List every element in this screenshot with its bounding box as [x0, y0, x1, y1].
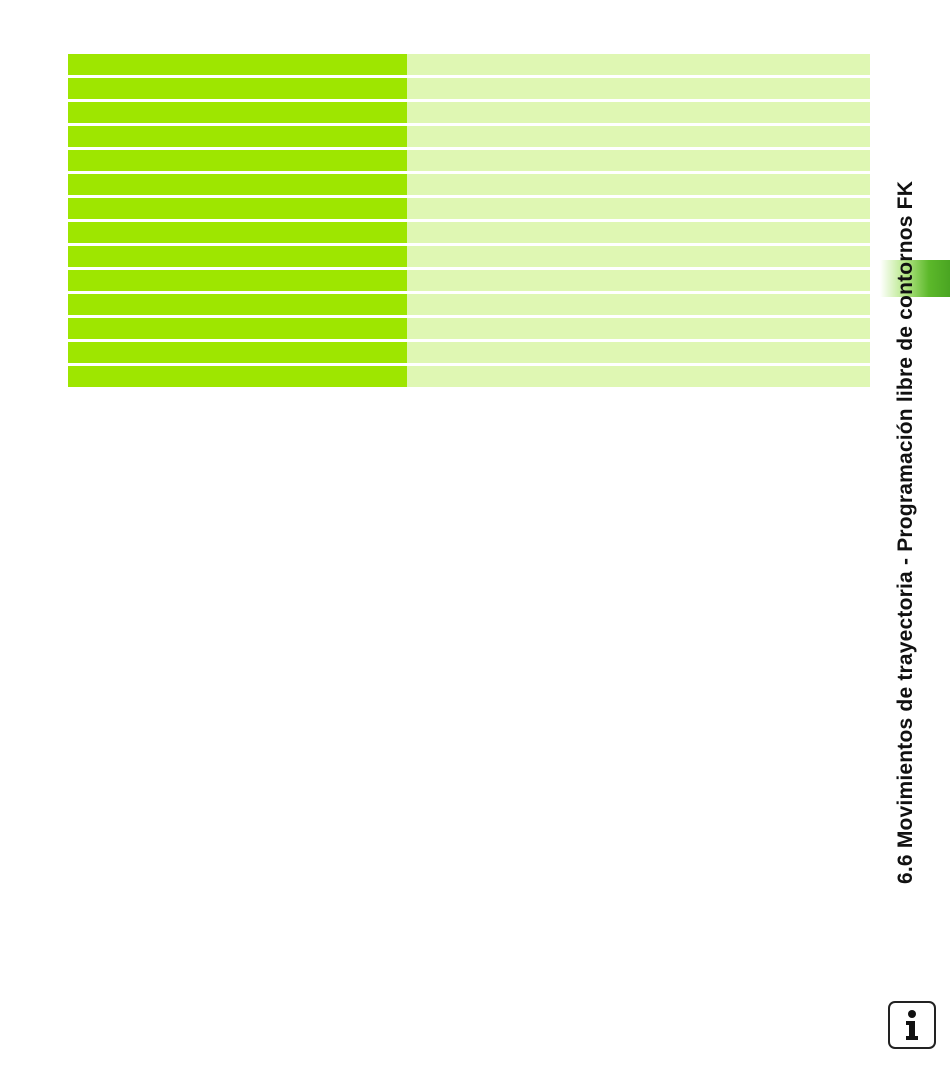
table-row — [68, 222, 870, 243]
table-cell-left — [68, 102, 407, 123]
table-cell-left — [68, 294, 407, 315]
table-row — [68, 366, 870, 387]
table-cell-right — [407, 222, 870, 243]
table-cell-left — [68, 342, 407, 363]
table-cell-right — [407, 174, 870, 195]
table-row — [68, 246, 870, 267]
table-cell-left — [68, 270, 407, 291]
table-cell-left — [68, 222, 407, 243]
table-cell-right — [407, 342, 870, 363]
table-cell-left — [68, 174, 407, 195]
table-cell-right — [407, 102, 870, 123]
table-cell-left — [68, 54, 407, 75]
table-row — [68, 342, 870, 363]
info-icon — [888, 1001, 936, 1049]
table-cell-left — [68, 198, 407, 219]
table-row — [68, 54, 870, 75]
table-row — [68, 294, 870, 315]
table-row — [68, 270, 870, 291]
table-cell-left — [68, 126, 407, 147]
table-row — [68, 126, 870, 147]
table-cell-right — [407, 294, 870, 315]
function-table — [68, 54, 870, 387]
table-cell-right — [407, 54, 870, 75]
info-glyph — [897, 1008, 927, 1042]
table-cell-right — [407, 318, 870, 339]
table-row — [68, 198, 870, 219]
table-cell-right — [407, 366, 870, 387]
table-cell-right — [407, 126, 870, 147]
table-row — [68, 174, 870, 195]
table-row — [68, 102, 870, 123]
table-cell-left — [68, 318, 407, 339]
table-cell-right — [407, 150, 870, 171]
table-row — [68, 78, 870, 99]
table-cell-left — [68, 78, 407, 99]
table-row — [68, 318, 870, 339]
table-cell-left — [68, 150, 407, 171]
table-cell-left — [68, 246, 407, 267]
table-cell-right — [407, 270, 870, 291]
table-cell-right — [407, 246, 870, 267]
table-cell-right — [407, 78, 870, 99]
table-cell-right — [407, 198, 870, 219]
table-cell-left — [68, 366, 407, 387]
page-side-title: 6.6 Movimientos de trayectoria - Programación libre de contornos FK — [894, 180, 917, 884]
table-row — [68, 150, 870, 171]
